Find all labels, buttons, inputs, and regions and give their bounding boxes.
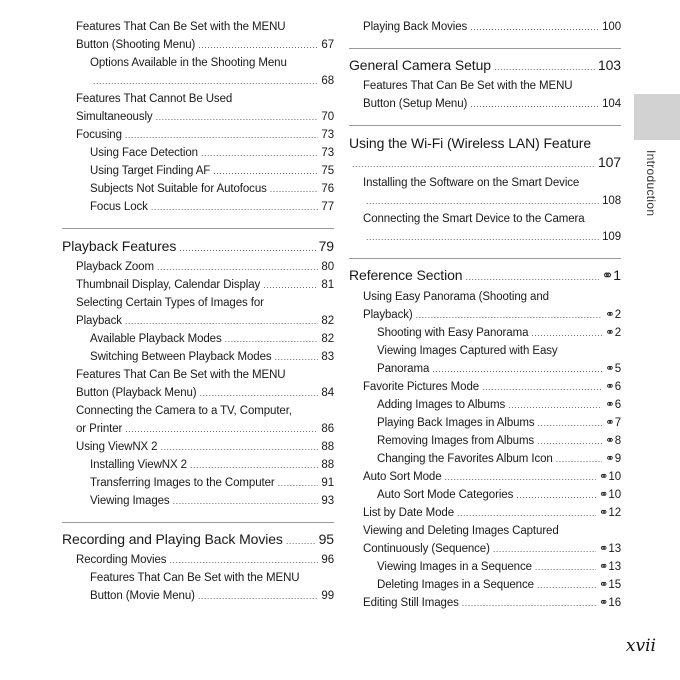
section-divider [62,228,334,229]
dot-leader [538,414,603,432]
toc-page-ref: ⚭8 [605,435,621,447]
toc-entry[interactable] [349,522,621,540]
toc-entry[interactable] [62,180,334,198]
dot-leader [156,108,319,126]
toc-entry-title: Connecting the Smart Device to the Camera [363,213,585,225]
toc-entry-title: Installing the Software on the Smart Device [363,177,580,189]
dot-leader [537,432,602,450]
toc-entry-title: Recording and Playing Back Movies [62,531,283,547]
dot-leader [462,594,596,612]
toc-entry-title: Playing Back Images in Albums [377,417,535,429]
toc-entry-title: Continuously (Sequence) [363,543,490,555]
toc-entry[interactable] [349,558,621,576]
dot-leader [556,450,602,468]
toc-page-ref: 80 [321,261,334,273]
toc-entry-title: Available Playback Modes [90,333,222,345]
dot-leader [352,154,595,174]
dot-leader [179,238,315,258]
toc-entry[interactable] [62,294,334,312]
dot-leader [213,162,318,180]
toc-entry[interactable] [349,210,621,228]
toc-entry-title: Shooting with Easy Panorama [377,327,529,339]
toc-entry[interactable] [62,36,334,54]
dot-leader [470,18,599,36]
toc-entry-title: Simultaneously [76,111,153,123]
dot-leader [278,474,319,492]
toc-entry-title: Features That Cannot Be Used [76,93,233,105]
dot-leader [465,267,598,287]
toc-entry-title: Features That Can Be Set with the MENU [76,369,286,381]
toc-entry-title: Playback Zoom [76,261,154,273]
toc-entry[interactable] [349,414,621,432]
toc-page-ref: 82 [321,333,334,345]
toc-section-heading[interactable] [349,152,621,174]
toc-entry-title: Features That Can Be Set with the MENU [363,80,573,92]
toc-page-ref: 93 [321,495,334,507]
dot-leader [457,504,596,522]
section-divider [349,125,621,126]
toc-page-ref: 91 [321,477,334,489]
toc-entry-title: General Camera Setup [349,57,491,73]
toc-entry-title: Installing ViewNX 2 [90,459,187,471]
toc-entry[interactable] [62,330,334,348]
toc-entry[interactable] [62,366,334,384]
toc-entry[interactable] [349,77,621,95]
toc-entry[interactable] [349,360,621,378]
toc-entry-title: Removing Images from Albums [377,435,535,447]
toc-page-ref: ⚭16 [598,597,621,609]
toc-entry-title: Thumbnail Display, Calendar Display [76,279,261,291]
toc-entry[interactable] [62,384,334,402]
toc-entry-title: Focusing [76,129,122,141]
toc-entry-title: Playback [76,315,122,327]
section-divider [349,258,621,259]
toc-entry-title: Deleting Images in a Sequence [377,579,534,591]
dot-leader [537,576,596,594]
toc-entry[interactable] [62,456,334,474]
dot-leader [366,192,599,210]
chapter-side-label: Introduction [644,150,658,217]
toc-entry-title: Focus Lock [90,201,148,213]
dot-leader [200,384,319,402]
dot-leader [125,126,319,144]
toc-entry[interactable] [62,569,334,587]
dot-leader [263,276,318,294]
dot-leader [125,312,319,330]
toc-entry[interactable] [62,474,334,492]
toc-entry[interactable] [349,342,621,360]
toc-entry-title: Using ViewNX 2 [76,441,158,453]
toc-page-ref: ⚭5 [605,363,621,375]
toc-entry[interactable] [62,90,334,108]
toc-page-ref: ⚭15 [598,579,621,591]
toc-entry[interactable] [62,276,334,294]
toc-entry[interactable] [62,402,334,420]
toc-page-ref: ⚭9 [605,453,621,465]
toc-page-ref: 95 [318,531,334,547]
toc-entry[interactable] [349,95,621,113]
toc-page-ref: 107 [597,154,621,170]
dot-leader [198,36,318,54]
toc-entry-title: Using the Wi-Fi (Wireless LAN) Feature [349,135,592,151]
toc-entry[interactable] [349,228,621,246]
toc-entry[interactable] [349,540,621,558]
toc-page-ref: 81 [321,279,334,291]
toc-entry[interactable] [62,551,334,569]
toc-page-ref: 67 [321,39,334,51]
dot-leader [125,420,318,438]
toc-section-heading[interactable] [62,236,334,258]
toc-page-ref: 84 [321,387,334,399]
toc-entry-title: Playing Back Movies [363,21,468,33]
toc-entry-title: Button (Movie Menu) [90,590,195,602]
toc-entry-title: Adding Images to Albums [377,399,506,411]
dot-leader [494,57,595,77]
toc-entry-title: Using Target Finding AF [90,165,211,177]
dot-leader [470,95,599,113]
chapter-tab-marker [634,94,680,140]
toc-entry[interactable] [349,594,621,612]
dot-leader [416,306,603,324]
toc-page-ref: ⚭12 [598,507,621,519]
toc-section-heading[interactable] [349,133,621,153]
dot-leader [93,72,318,90]
toc-entry[interactable] [62,312,334,330]
toc-entry[interactable] [62,108,334,126]
toc-entry-title: Button (Setup Menu) [363,98,468,110]
toc-entry[interactable] [349,324,621,342]
toc-entry-title: Button (Playback Menu) [76,387,197,399]
dot-leader [531,324,602,342]
dot-leader [151,198,319,216]
toc-entry[interactable] [349,396,621,414]
toc-entry[interactable] [62,587,334,605]
toc-entry-title: Viewing Images [90,495,170,507]
toc-page-ref: ⚭2 [605,309,621,321]
dot-leader [198,587,319,605]
section-divider [349,48,621,49]
toc-page-ref: 103 [597,57,621,73]
toc-entry-title: Switching Between Playback Modes [90,351,272,363]
toc-section-heading[interactable] [349,55,621,77]
toc-entry-title: Selecting Certain Types of Images for [76,297,264,309]
dot-leader [445,468,596,486]
toc-page-ref: 88 [321,441,334,453]
toc-page-ref: 77 [321,201,334,213]
toc-entry[interactable] [349,486,621,504]
toc-page-ref: 73 [321,147,334,159]
toc-entry-title: Connecting the Camera to a TV, Computer, [76,405,292,417]
toc-entry[interactable] [349,288,621,306]
dot-leader [157,258,318,276]
toc-page-ref: 99 [321,590,334,602]
toc-page-ref: 79 [318,238,334,254]
toc-page-ref: 68 [321,75,334,87]
dot-leader [270,180,319,198]
toc-entry[interactable] [349,378,621,396]
dot-leader [366,228,599,246]
toc-section-heading[interactable] [62,529,334,551]
toc-entry-title: or Printer [76,423,123,435]
toc-entry[interactable] [62,420,334,438]
toc-entry[interactable] [349,306,621,324]
toc-entry[interactable] [349,174,621,192]
toc-page-ref: ⚭13 [598,543,621,555]
toc-entry-title: Options Available in the Shooting Menu [90,57,287,69]
dot-leader [516,486,596,504]
toc-entry[interactable] [62,198,334,216]
toc-entry-title: Viewing and Deleting Images Captured [363,525,559,537]
toc-section-heading[interactable] [349,265,621,287]
toc-entry[interactable] [62,162,334,180]
toc-page-ref: 70 [321,111,334,123]
toc-entry-title: Subjects Not Suitable for Autofocus [90,183,267,195]
toc-page-ref: 96 [321,554,334,566]
toc-entry[interactable] [62,258,334,276]
toc-page-ref: ⚭7 [605,417,621,429]
toc-page-ref: 108 [602,195,621,207]
toc-page-ref: ⚭2 [605,327,621,339]
dot-leader [286,531,316,551]
toc-page-ref: ⚭6 [605,381,621,393]
toc-entry-title: Playback) [363,309,413,321]
toc-page-ref: ⚭1 [601,267,621,283]
toc-entry-title: Using Easy Panorama (Shooting and [363,291,549,303]
toc-page-ref: ⚭13 [598,561,621,573]
dot-leader [493,540,596,558]
toc-page-ref: 82 [321,315,334,327]
toc-entry-title: Recording Movies [76,554,167,566]
toc-entry-title: Auto Sort Mode [363,471,442,483]
toc-entry[interactable] [349,576,621,594]
toc-entry[interactable] [349,192,621,210]
toc-entry-title: Viewing Images Captured with Easy [377,345,558,357]
toc-page-ref: 109 [602,231,621,243]
toc-page-ref: 88 [321,459,334,471]
dot-leader [160,438,318,456]
dot-leader [173,492,319,510]
toc-entry-title: Features That Can Be Set with the MENU [90,572,300,584]
toc-entry-title: Reference Section [349,267,463,283]
dot-leader [225,330,319,348]
toc-entry-title: Playback Features [62,238,177,254]
toc-entry-title: Using Face Detection [90,147,198,159]
toc-entry[interactable] [62,438,334,456]
dot-leader [275,348,319,366]
toc-page-ref: 104 [602,98,621,110]
toc-entry[interactable] [62,54,334,72]
toc-page-ref: 76 [321,183,334,195]
dot-leader [190,456,318,474]
dot-leader [535,558,596,576]
toc-entry[interactable] [349,504,621,522]
toc-entry-title: Button (Shooting Menu) [76,39,196,51]
dot-leader [432,360,602,378]
toc-entry-title: Auto Sort Mode Categories [377,489,514,501]
toc-entry[interactable] [349,18,621,36]
toc-entry-title: Changing the Favorites Album Icon [377,453,553,465]
toc-entry[interactable] [62,492,334,510]
toc-entry-title: Viewing Images in a Sequence [377,561,532,573]
toc-page-ref: 100 [602,21,621,33]
toc-entry-title: Panorama [377,363,430,375]
toc-entry[interactable] [62,126,334,144]
toc-page-ref: 86 [321,423,334,435]
toc-entry[interactable] [62,144,334,162]
dot-leader [201,144,318,162]
toc-entry[interactable] [62,348,334,366]
dot-leader [508,396,602,414]
toc-entry-title: Editing Still Images [363,597,459,609]
toc-entry[interactable] [349,468,621,486]
toc-page-ref: ⚭6 [605,399,621,411]
toc-entry-title: Transferring Images to the Computer [90,477,275,489]
toc-entry[interactable] [62,18,334,36]
section-divider [62,522,334,523]
toc-entry-title: List by Date Mode [363,507,454,519]
toc-entry-title: Features That Can Be Set with the MENU [76,21,286,33]
dot-leader [482,378,602,396]
toc-page-ref: ⚭10 [598,471,621,483]
toc-entry-title: Favorite Pictures Mode [363,381,480,393]
toc-page-ref: 73 [321,129,334,141]
toc-entry[interactable] [349,432,621,450]
toc-page-ref: 83 [321,351,334,363]
toc-entry[interactable] [62,72,334,90]
dot-leader [169,551,318,569]
toc-entry[interactable] [349,450,621,468]
toc-page-ref: 75 [321,165,334,177]
page-number: xvii [625,636,656,656]
toc-page-ref: ⚭10 [598,489,621,501]
